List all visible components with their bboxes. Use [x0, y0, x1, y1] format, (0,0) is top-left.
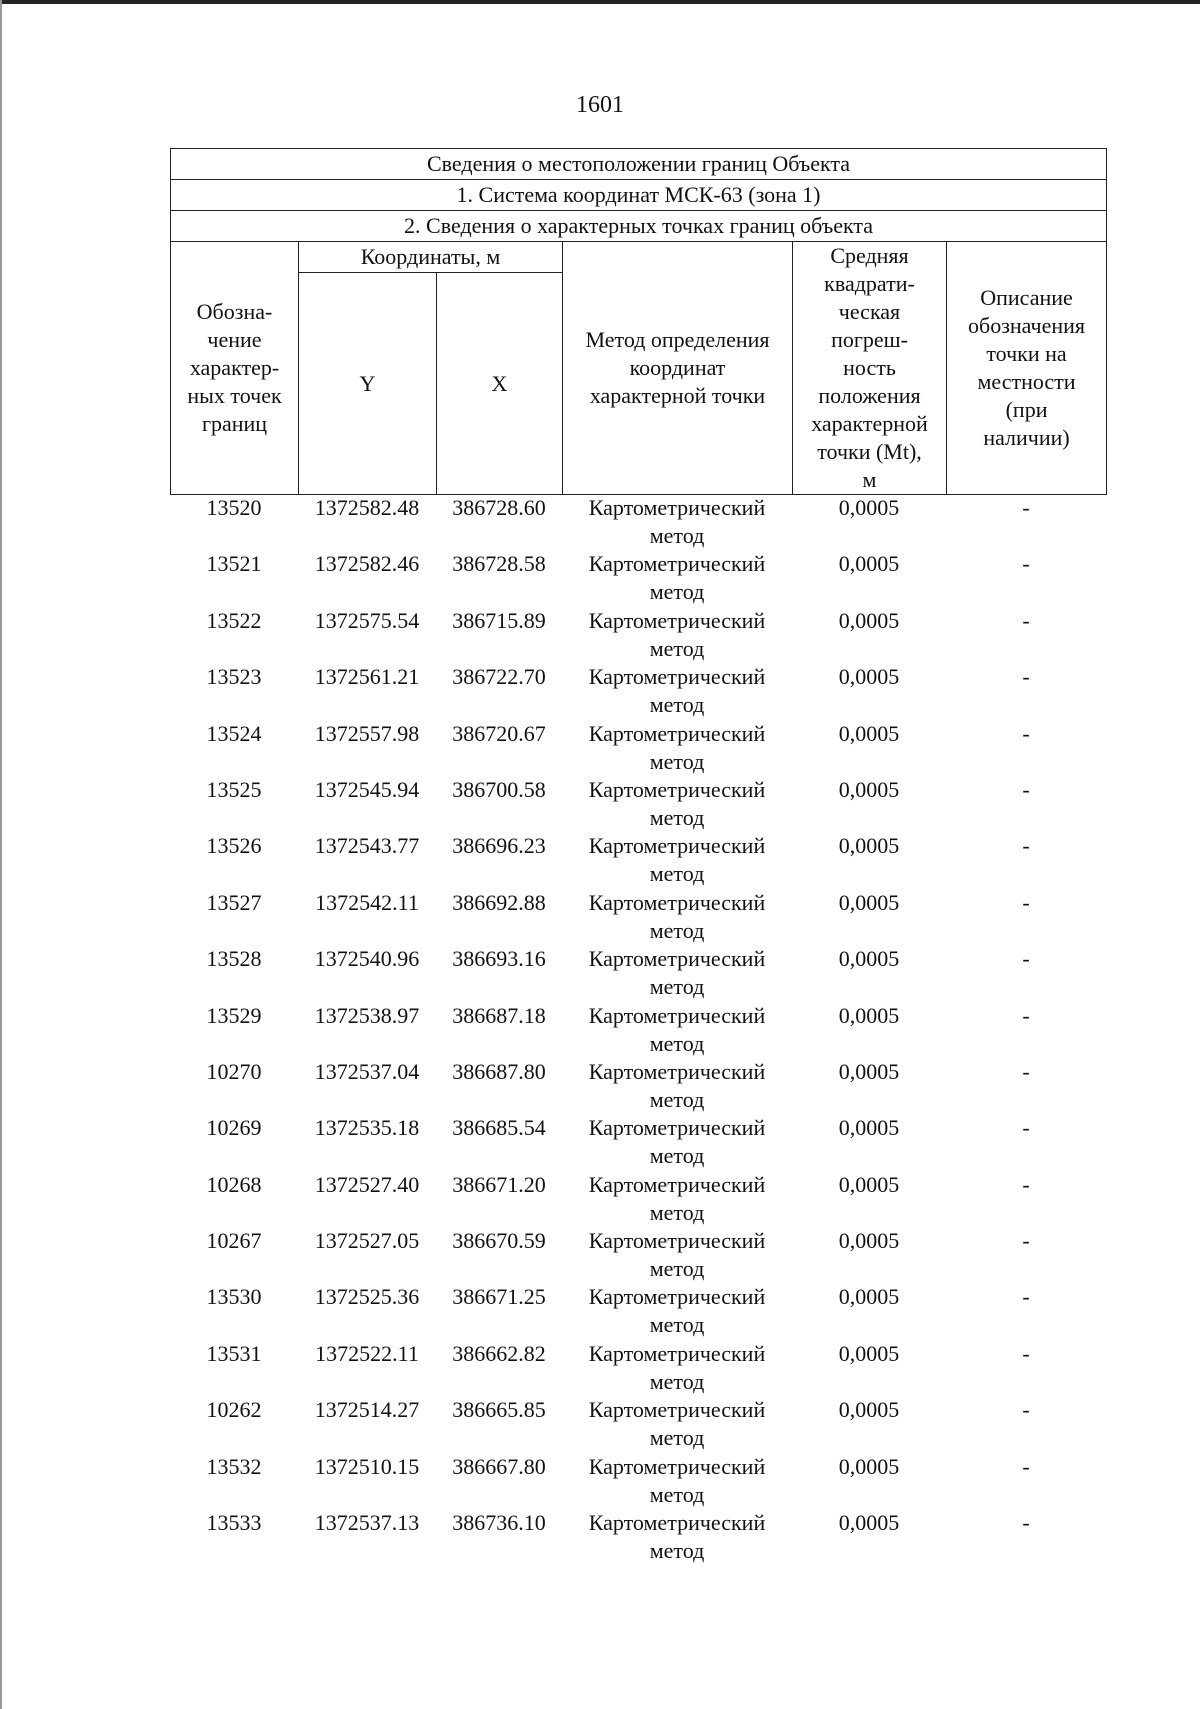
table-row — [170, 945, 1106, 1001]
point-description: - — [1022, 607, 1030, 633]
coordinate-y: 1372537.04 — [314, 1058, 420, 1084]
coordinate-x: 386736.10 — [452, 1510, 546, 1536]
coordinate-y: 1372527.05 — [314, 1228, 420, 1254]
point-description: - — [1022, 946, 1030, 972]
mean-square-error: 0,0005 — [838, 551, 900, 577]
table-row — [170, 663, 1106, 719]
coordinate-x: 386687.18 — [452, 1002, 546, 1028]
coordinate-y: 1372510.15 — [314, 1453, 420, 1479]
coordinate-x: 386700.58 — [452, 776, 546, 802]
column-header-coordinates: Координаты, м — [299, 242, 563, 273]
coordinate-x: 386687.80 — [452, 1058, 546, 1084]
coordinate-x: 386722.70 — [452, 664, 546, 690]
coordinates-table-body — [170, 494, 1106, 1565]
point-description: - — [1022, 1284, 1030, 1310]
point-number: 13527 — [206, 889, 262, 915]
point-number: 10269 — [206, 1115, 262, 1141]
page-left-border — [0, 0, 2, 1709]
point-number: 13526 — [206, 833, 262, 859]
point-description: - — [1022, 1453, 1030, 1479]
method: Картометрический метод — [588, 889, 766, 943]
point-number: 13533 — [206, 1510, 262, 1536]
method: Картометрический метод — [588, 720, 766, 774]
mean-square-error: 0,0005 — [838, 889, 900, 915]
method: Картометрический метод — [588, 607, 766, 661]
coordinate-y: 1372561.21 — [314, 664, 420, 690]
coordinate-x: 386670.59 — [452, 1228, 546, 1254]
coordinate-y: 1372543.77 — [314, 833, 420, 859]
method: Картометрический метод — [588, 551, 766, 605]
mean-square-error: 0,0005 — [838, 1115, 900, 1141]
table-row — [170, 776, 1106, 832]
coordinates-table-header — [170, 148, 1107, 495]
coordinate-x: 386728.58 — [452, 551, 546, 577]
table-row — [170, 1453, 1106, 1509]
method: Картометрический метод — [588, 776, 766, 830]
coordinate-x: 386671.20 — [452, 1171, 546, 1197]
coordinate-system-title: 1. Система координат МСК-63 (зона 1) — [171, 180, 1107, 211]
coordinate-y: 1372525.36 — [314, 1284, 420, 1310]
coordinate-y: 1372538.97 — [314, 1002, 420, 1028]
coordinate-y: 1372542.11 — [315, 889, 419, 915]
page-number: 1601 — [576, 92, 624, 118]
coordinate-x: 386662.82 — [452, 1340, 546, 1366]
point-description: - — [1022, 1002, 1030, 1028]
coordinate-y: 1372582.48 — [314, 495, 420, 520]
table-row — [170, 720, 1106, 776]
point-number: 10267 — [206, 1228, 262, 1254]
coordinate-x: 386693.16 — [452, 946, 546, 972]
point-description: - — [1022, 1228, 1030, 1254]
mean-square-error: 0,0005 — [838, 1171, 900, 1197]
point-description: - — [1022, 1510, 1030, 1536]
coordinate-y: 1372537.13 — [314, 1510, 420, 1536]
method: Картометрический метод — [588, 1397, 766, 1451]
point-number: 13522 — [206, 607, 262, 633]
coordinate-y: 1372527.40 — [314, 1171, 420, 1197]
point-description: - — [1022, 1115, 1030, 1141]
method: Картометрический метод — [588, 1510, 766, 1564]
point-description: - — [1022, 551, 1030, 577]
method: Картометрический метод — [588, 946, 766, 1000]
mean-square-error: 0,0005 — [838, 495, 900, 520]
mean-square-error: 0,0005 — [838, 1510, 900, 1536]
coordinate-y: 1372514.27 — [314, 1397, 420, 1423]
point-description: - — [1022, 1171, 1030, 1197]
mean-square-error: 0,0005 — [838, 833, 900, 859]
coordinate-x: 386671.25 — [452, 1284, 546, 1310]
coordinate-x: 386685.54 — [452, 1115, 546, 1141]
method: Картометрический метод — [588, 1284, 766, 1338]
table-row — [170, 1058, 1106, 1114]
coordinate-y: 1372557.98 — [314, 720, 420, 746]
mean-square-error: 0,0005 — [838, 607, 900, 633]
column-header-error: Средняя квадрати- ческая погреш- ность положения характерной точки (Mt), м — [793, 242, 947, 495]
method: Картометрический метод — [588, 664, 766, 718]
point-number: 13530 — [206, 1284, 262, 1310]
point-number: 13529 — [206, 1002, 262, 1028]
table-row — [170, 1002, 1106, 1058]
column-header-method: Метод определения координат характерной точки — [563, 242, 793, 495]
table-row — [170, 889, 1106, 945]
method: Картометрический метод — [588, 1340, 766, 1394]
mean-square-error: 0,0005 — [838, 1284, 900, 1310]
point-description: - — [1022, 1058, 1030, 1084]
mean-square-error: 0,0005 — [838, 946, 900, 972]
point-description: - — [1022, 720, 1030, 746]
coordinate-y: 1372545.94 — [314, 776, 420, 802]
table-row — [170, 550, 1106, 606]
table-row — [170, 1283, 1106, 1339]
mean-square-error: 0,0005 — [838, 1228, 900, 1254]
method: Картометрический метод — [588, 1171, 766, 1225]
method: Картометрический метод — [588, 1228, 766, 1282]
mean-square-error: 0,0005 — [838, 776, 900, 802]
point-description: - — [1022, 1340, 1030, 1366]
coordinate-x: 386696.23 — [452, 833, 546, 859]
coordinate-x: 386720.67 — [452, 720, 546, 746]
section-title: 2. Сведения о характерных точках границ объекта — [171, 211, 1107, 242]
mean-square-error: 0,0005 — [838, 1453, 900, 1479]
coordinate-x: 386728.60 — [452, 495, 546, 520]
point-number: 13531 — [206, 1340, 262, 1366]
point-description: - — [1022, 833, 1030, 859]
point-number: 10262 — [206, 1397, 262, 1423]
point-description: - — [1022, 776, 1030, 802]
point-number: 13532 — [206, 1453, 262, 1479]
coordinate-x: 386665.85 — [452, 1397, 546, 1423]
coordinate-y: 1372582.46 — [314, 551, 420, 577]
point-description: - — [1022, 664, 1030, 690]
table-row — [170, 1171, 1106, 1227]
method: Картометрический метод — [588, 1453, 766, 1507]
column-header-designation: Обозна- чение характер- ных точек границ — [171, 242, 299, 495]
mean-square-error: 0,0005 — [838, 1340, 900, 1366]
method: Картометрический метод — [588, 833, 766, 887]
point-number: 13521 — [206, 551, 262, 577]
column-header-x: X — [437, 273, 563, 495]
column-header-description: Описание обозначения точки на местности (при наличии) — [947, 242, 1107, 495]
table-row — [170, 1396, 1106, 1452]
point-number: 13525 — [206, 776, 262, 802]
mean-square-error: 0,0005 — [838, 664, 900, 690]
table-row — [170, 1114, 1106, 1170]
point-number: 13524 — [206, 720, 262, 746]
mean-square-error: 0,0005 — [838, 720, 900, 746]
coordinate-y: 1372575.54 — [314, 607, 420, 633]
point-description: - — [1022, 1397, 1030, 1423]
table-row — [170, 607, 1106, 663]
table-row — [170, 832, 1106, 888]
table-row — [170, 494, 1106, 550]
coordinate-x: 386692.88 — [452, 889, 546, 915]
mean-square-error: 0,0005 — [838, 1002, 900, 1028]
point-description: - — [1022, 889, 1030, 915]
page-top-border — [0, 0, 1200, 4]
coordinate-x: 386715.89 — [452, 607, 546, 633]
table-row — [170, 1340, 1106, 1396]
table-title: Сведения о местоположении границ Объекта — [171, 149, 1107, 180]
table-row — [170, 1227, 1106, 1283]
point-number: 10268 — [206, 1171, 262, 1197]
method: Картометрический метод — [588, 1058, 766, 1112]
method: Картометрический метод — [588, 1115, 766, 1169]
table-row — [170, 1509, 1106, 1565]
coordinate-y: 1372540.96 — [314, 946, 420, 972]
coordinate-y: 1372535.18 — [314, 1115, 420, 1141]
point-number: 13520 — [206, 495, 262, 520]
point-description: - — [1022, 495, 1030, 520]
point-number: 10270 — [206, 1058, 262, 1084]
point-number: 13523 — [206, 664, 262, 690]
point-number: 13528 — [206, 946, 262, 972]
column-header-y: Y — [299, 273, 437, 495]
coordinate-x: 386667.80 — [452, 1453, 546, 1479]
coordinate-y: 1372522.11 — [315, 1340, 419, 1366]
method: Картометрический метод — [588, 495, 766, 548]
method: Картометрический метод — [588, 1002, 766, 1056]
mean-square-error: 0,0005 — [838, 1397, 900, 1423]
mean-square-error: 0,0005 — [838, 1058, 900, 1084]
